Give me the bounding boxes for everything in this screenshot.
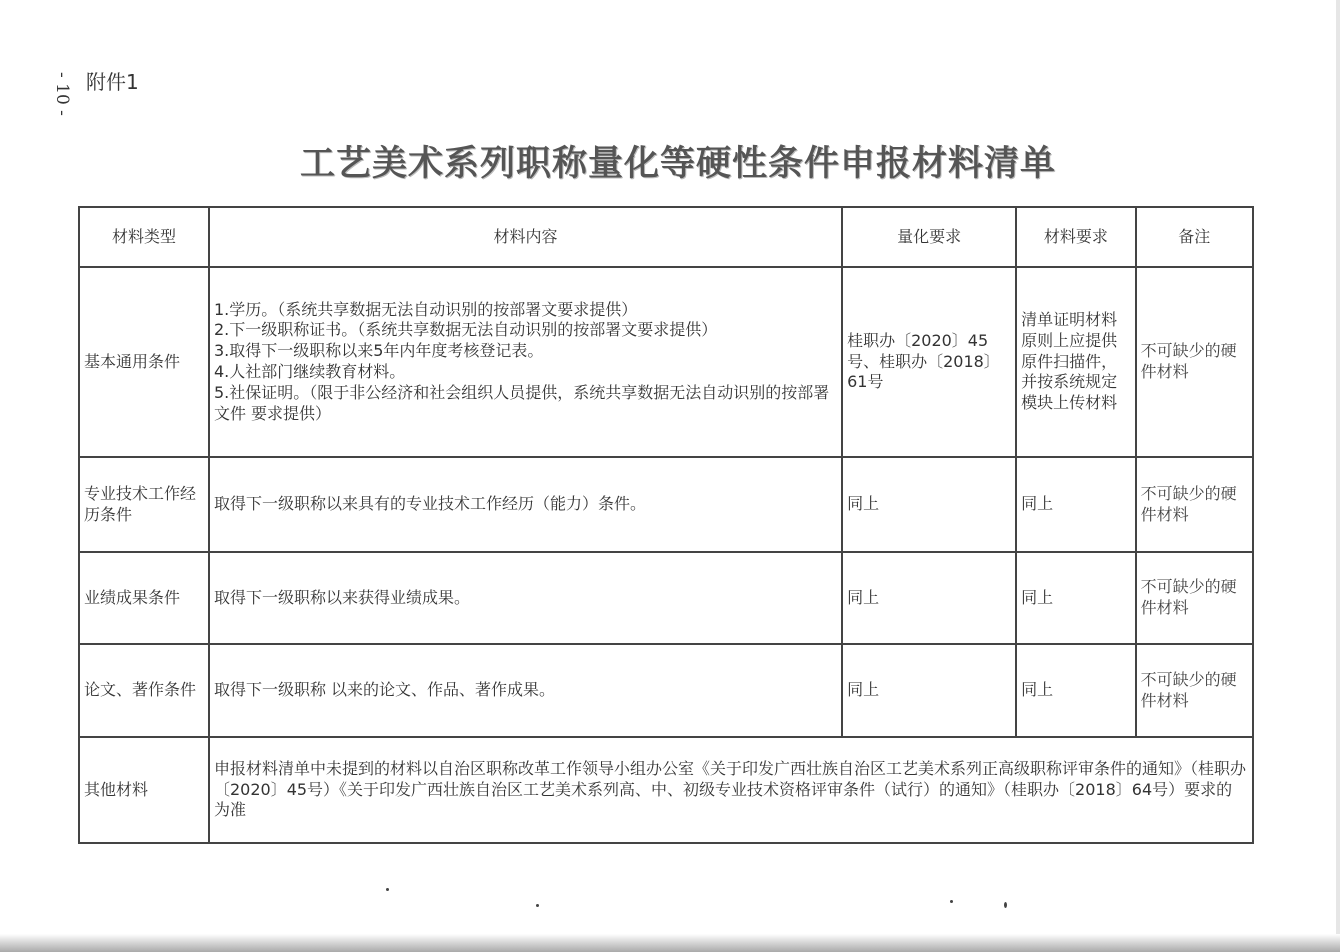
cell-quant: 同上 <box>842 552 1016 644</box>
scan-edge <box>1336 0 1340 952</box>
cell-type: 其他材料 <box>79 737 209 843</box>
cell-note: 不可缺少的硬件材料 <box>1136 552 1253 644</box>
table-row <box>79 267 1253 457</box>
cell-content: 取得下一级职称以来具有的专业技术工作经历（能力）条件。 <box>209 457 842 552</box>
cell-type: 论文、著作条件 <box>79 644 209 737</box>
cell-note: 不可缺少的硬件材料 <box>1136 267 1253 457</box>
scan-speck <box>386 888 389 891</box>
cell-quant: 同上 <box>842 457 1016 552</box>
header-remarks: 备注 <box>1136 207 1253 267</box>
table-row <box>79 457 1253 552</box>
cell-content: 申报材料清单中未提到的材料以自治区职称改革工作领导小组办公室《关于印发广西壮族自治区工艺美术系列正高级职称评审条件的通知》（桂职办〔2020〕45号）《关于印发广西壮族自治区工艺美术系列高、中、初级专业技术资格评审条件（试行）的通知》（桂职办〔2018〕64号）要求的为准 <box>209 737 1253 843</box>
cell-req: 同上 <box>1016 644 1135 737</box>
scan-speck <box>1004 902 1007 908</box>
cell-type: 业绩成果条件 <box>79 552 209 644</box>
scan-speck <box>536 904 539 907</box>
cell-quant: 同上 <box>842 644 1016 737</box>
materials-table <box>78 206 1254 844</box>
list-item: 5.社保证明。（限于非公经济和社会组织人员提供，系统共享数据无法自动识别的按部署文件 要求提供） <box>213 382 830 423</box>
cell-content: 取得下一级职称 以来的论文、作品、著作成果。 <box>209 644 842 737</box>
table-row <box>79 644 1253 737</box>
header-material-requirement: 材料要求 <box>1016 207 1135 267</box>
cell-content <box>209 267 842 457</box>
scan-speck <box>950 900 953 903</box>
list-item: 1.学历。（系统共享数据无法自动识别的按部署文要求提供） <box>213 299 638 319</box>
list-item: 3.取得下一级职称以来5年内年度考核登记表。 <box>213 341 544 361</box>
content-list <box>214 300 837 425</box>
header-quant-requirement: 量化要求 <box>842 207 1016 267</box>
cell-type: 基本通用条件 <box>79 267 209 457</box>
table-header-row <box>79 207 1253 267</box>
list-item: 4.人社部门继续教育材料。 <box>213 362 406 381</box>
scan-bottom-edge <box>0 934 1340 952</box>
header-material-type: 材料类型 <box>79 207 209 267</box>
document-title: 工艺美术系列职称量化等硬性条件申报材料清单 <box>300 144 1057 184</box>
cell-quant: 桂职办〔2020〕45号、桂职办〔2018〕61号 <box>842 267 1016 457</box>
attachment-label: 附件1 <box>86 70 139 94</box>
page-number: - 10 - <box>52 72 72 116</box>
cell-req: 同上 <box>1016 552 1135 644</box>
table-row <box>79 737 1253 843</box>
header-material-content: 材料内容 <box>209 207 842 267</box>
cell-type: 专业技术工作经历条件 <box>79 457 209 552</box>
cell-note: 不可缺少的硬件材料 <box>1136 644 1253 737</box>
cell-req: 清单证明材料原则上应提供原件扫描件，并按系统规定模块上传材料 <box>1016 267 1135 457</box>
cell-note: 不可缺少的硬件材料 <box>1136 457 1253 552</box>
cell-req: 同上 <box>1016 457 1135 552</box>
list-item: 2.下一级职称证书。（系统共享数据无法自动识别的按部署文要求提供） <box>213 320 718 340</box>
table-row <box>79 552 1253 644</box>
cell-content: 取得下一级职称以来获得业绩成果。 <box>209 552 842 644</box>
